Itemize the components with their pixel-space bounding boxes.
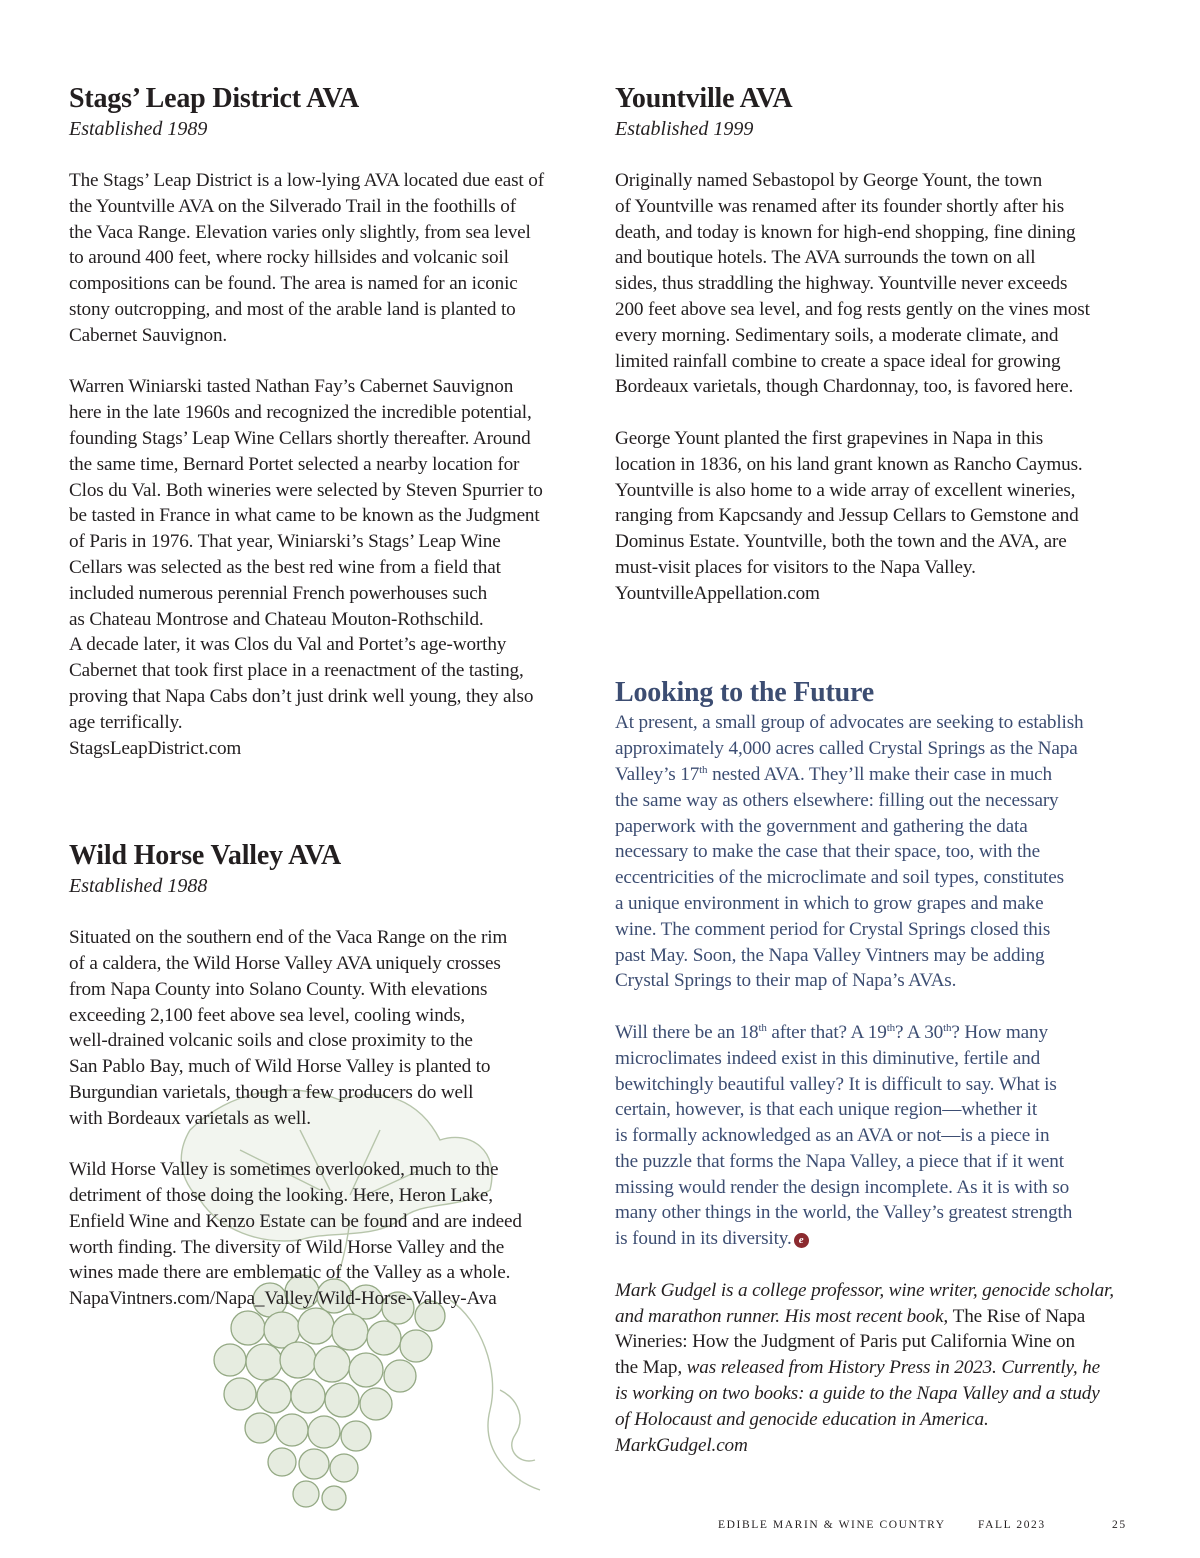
stags-leap-title: Stags’ Leap District AVA — [69, 83, 359, 114]
text-line: eccentricities of the microclimate and soil types, constitutes — [615, 867, 1064, 889]
text-line: well-drained volcanic soils and close proximity to the — [69, 1030, 473, 1052]
wild-horse-paragraph-2 — [69, 1157, 589, 1312]
text-line: the Vaca Range. Elevation varies only slightly, from sea level — [69, 221, 531, 243]
text-line: and boutique hotels. The AVA surrounds the town on all — [615, 247, 1036, 269]
text-line — [615, 1304, 1135, 1330]
yountville-section — [615, 82, 1135, 607]
page-number: 25 — [1112, 1519, 1127, 1531]
text-line: limited rainfall combine to create a space ideal for growing — [615, 350, 1061, 372]
text-fragment: after that? A 19 — [766, 1021, 887, 1043]
yountville-title: Yountville AVA — [615, 83, 793, 114]
right-column — [615, 82, 1135, 1484]
yountville-paragraph-1 — [615, 168, 1135, 400]
text-line: Cabernet Sauvignon. — [69, 324, 228, 346]
text-line: George Yount planted the first grapevines in Napa in this — [615, 427, 1044, 449]
stags-leap-paragraph-2 — [69, 374, 589, 761]
text-line: necessary to make the case that their space, too, with the — [615, 841, 1040, 863]
text-line: included numerous perennial French powerhouses such — [69, 582, 488, 604]
text-line: wine. The comment period for Crystal Springs closed this — [615, 918, 1051, 940]
text-line: the puzzle that forms the Napa Valley, a piece that if it went — [615, 1150, 1064, 1172]
ordinal-suffix: th — [943, 1021, 952, 1034]
text-line: Mark Gudgel is a college professor, wine writer, genocide scholar, — [615, 1279, 1114, 1301]
text-line: approximately 4,000 acres called Crystal Springs as the Napa — [615, 738, 1078, 760]
text-line: compositions can be found. The area is named for an iconic — [69, 273, 518, 295]
text-line — [615, 762, 1135, 788]
text-line — [615, 1020, 1135, 1046]
text-line: detriment of those doing the looking. Here, Heron Lake, — [69, 1185, 493, 1207]
text-line: Bordeaux varietals, though Chardonnay, too, is favored here. — [615, 376, 1074, 398]
text-line: Clos du Val. Both wineries were selected by Steven Spurrier to — [69, 479, 543, 501]
text-line: here in the late 1960s and recognized the incredible potential, — [69, 402, 532, 424]
text-line: from Napa County into Solano County. With elevations — [69, 978, 488, 1000]
text-fragment: ? A 30 — [894, 1021, 944, 1043]
text-line: of Paris in 1976. That year, Winiarski’s Stags’ Leap Wine — [69, 531, 501, 553]
publication-name: EDIBLE MARIN & WINE COUNTRY — [718, 1519, 946, 1531]
text-line: Wild Horse Valley is sometimes overlooked, much to the — [69, 1159, 499, 1181]
yountville-paragraph-2 — [615, 426, 1135, 607]
text-line: Situated on the southern end of the Vaca Range on the rim — [69, 927, 508, 949]
text-line: the same time, Bernard Portet selected a nearby location for — [69, 453, 520, 475]
left-column — [69, 82, 589, 1338]
end-mark-icon: e — [794, 1233, 809, 1248]
text-line: location in 1836, on his land grant known as Rancho Caymus. — [615, 453, 1083, 475]
text-line: A decade later, it was Clos du Val and Portet’s age-worthy — [69, 634, 507, 656]
text-line: At present, a small group of advocates are seeking to establish — [615, 712, 1084, 734]
text-line: 200 feet above sea level, and fog rests gently on the vines most — [615, 298, 1090, 320]
text-line: to around 400 feet, where rocky hillsides and volcanic soil — [69, 247, 509, 269]
text-line: ranging from Kapcsandy and Jessup Cellars to Gemstone and — [615, 505, 1079, 527]
text-line: be tasted in France in what came to be known as the Judgment — [69, 505, 540, 527]
text-line: Warren Winiarski tasted Nathan Fay’s Cabernet Sauvignon — [69, 376, 514, 398]
text-line: the same way as others elsewhere: filling out the necessary — [615, 789, 1059, 811]
stags-leap-website-link: StagsLeapDistrict.com — [69, 737, 242, 759]
text-line: is working on two books: a guide to the Napa Valley and a study — [615, 1383, 1100, 1405]
author-bio-paragraph — [615, 1278, 1135, 1459]
issue-date: FALL 2023 — [978, 1519, 1046, 1531]
section-spacer — [615, 632, 1135, 676]
text-line: of a caldera, the Wild Horse Valley AVA uniquely crosses — [69, 952, 501, 974]
book-title: Wineries: How the Judgment of Paris put California Wine on — [615, 1331, 1075, 1353]
ordinal-suffix: th — [886, 1021, 895, 1034]
text-line: certain, however, is that each unique region—whether it — [615, 1099, 1038, 1121]
text-line: paperwork with the government and gathering the data — [615, 815, 1028, 837]
ordinal-suffix: th — [758, 1021, 767, 1034]
text-fragment: ? How many — [951, 1021, 1048, 1043]
text-line: stony outcropping, and most of the arable land is planted to — [69, 298, 516, 320]
text-line: San Pablo Bay, much of Wild Horse Valley is planted to — [69, 1056, 491, 1078]
text-line: the Yountville AVA on the Silverado Trail in the foothills of — [69, 195, 516, 217]
text-fragment: and marathon runner. His most recent book, — [615, 1305, 953, 1327]
ordinal-suffix: th — [699, 763, 708, 776]
stags-leap-section — [69, 82, 589, 761]
text-line: a unique environment in which to grow grapes and make — [615, 892, 1044, 914]
text-line: past May. Soon, the Napa Valley Vintners may be adding — [615, 944, 1045, 966]
stags-leap-paragraph-1 — [69, 168, 589, 349]
text-line: age terrifically. — [69, 711, 183, 733]
text-line: of Yountville was renamed after its founder shortly after his — [615, 195, 1065, 217]
text-line: The Stags’ Leap District is a low-lying AVA located due east of — [69, 170, 544, 191]
book-title: The Rise of Napa — [952, 1305, 1086, 1327]
text-line: founding Stags’ Leap Wine Cellars shortly thereafter. Around — [69, 427, 531, 449]
wild-horse-website-link: NapaVintners.com/Napa_Valley/Wild-Horse-Valley-Ava — [69, 1288, 497, 1310]
text-line: wines made there are emblematic of the Valley as a whole. — [69, 1262, 511, 1284]
text-line: proving that Napa Cabs don’t just drink well young, they also — [69, 685, 534, 707]
text-line — [615, 1355, 1135, 1381]
text-line: missing would render the design incomplete. As it is with so — [615, 1176, 1070, 1198]
yountville-website-link: YountvilleAppellation.com — [615, 582, 820, 604]
text-line: Cabernet that took first place in a reenactment of the tasting, — [69, 660, 524, 682]
text-line: bewitchingly beautiful valley? It is difficult to say. What is — [615, 1073, 1057, 1095]
text-line: Cellars was selected as the best red wine from a field that — [69, 556, 501, 578]
author-website-link: MarkGudgel.com — [615, 1434, 748, 1456]
text-line: as Chateau Montrose and Chateau Mouton-Rothschild. — [69, 608, 484, 630]
text-line: must-visit places for visitors to the Napa Valley. — [615, 556, 976, 578]
text-fragment: nested AVA. They’ll make their case in much — [707, 763, 1052, 785]
text-line: of Holocaust and genocide education in America. — [615, 1408, 989, 1430]
text-fragment: Will there be an 18 — [615, 1021, 759, 1043]
text-line: exceeding 2,100 feet above sea level, cooling winds, — [69, 1004, 466, 1026]
text-line: Yountville is also home to a wide array of excellent wineries, — [615, 479, 1076, 501]
text-line: is formally acknowledged as an AVA or not—is a piece in — [615, 1125, 1050, 1147]
text-line: Enfield Wine and Kenzo Estate can be found and are indeed — [69, 1210, 522, 1232]
future-paragraph-2 — [615, 1020, 1135, 1252]
future-title: Looking to the Future — [615, 677, 874, 709]
text-fragment: is found in its diversity. — [615, 1228, 792, 1250]
text-fragment: , was released from History Press in 2023. Currently, he — [677, 1357, 1100, 1379]
future-paragraph-1 — [615, 710, 1135, 994]
yountville-established: Established 1999 — [615, 118, 754, 140]
text-line: death, and today is known for high-end shopping, fine dining — [615, 221, 1076, 243]
text-line: worth finding. The diversity of Wild Horse Valley and the — [69, 1236, 505, 1258]
text-line: Originally named Sebastopol by George Yount, the town — [615, 170, 1043, 191]
author-bio — [615, 1278, 1135, 1459]
text-line: Crystal Springs to their map of Napa’s AVAs. — [615, 970, 957, 992]
wild-horse-paragraph-1 — [69, 925, 589, 1131]
wild-horse-title: Wild Horse Valley AVA — [69, 840, 341, 872]
text-line: sides, thus straddling the highway. Yountville never exceeds — [615, 273, 1068, 295]
text-line: with Bordeaux varietals as well. — [69, 1107, 311, 1129]
text-line: many other things in the world, the Valley’s greatest strength — [615, 1202, 1073, 1224]
future-section — [615, 676, 1135, 1252]
book-title: the Map — [615, 1357, 678, 1379]
text-line: microclimates indeed exist in this diminutive, fertile and — [615, 1047, 1041, 1069]
stags-leap-established: Established 1989 — [69, 118, 208, 140]
wild-horse-section — [69, 839, 589, 1312]
text-line: Burgundian varietals, though a few producers do well — [69, 1081, 474, 1103]
text-line: Dominus Estate. Yountville, both the town and the AVA, are — [615, 531, 1067, 553]
text-line — [615, 1226, 1135, 1252]
text-line: every morning. Sedimentary soils, a moderate climate, and — [615, 324, 1059, 346]
wild-horse-established: Established 1988 — [69, 875, 208, 898]
section-spacer — [69, 787, 589, 839]
text-fragment: Valley’s 17 — [615, 763, 700, 785]
